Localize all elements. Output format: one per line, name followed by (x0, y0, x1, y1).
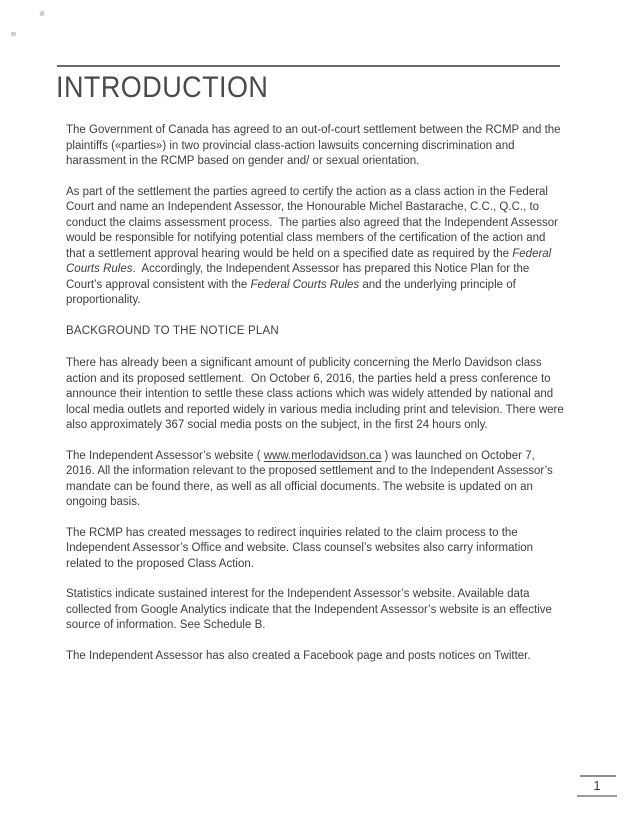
merlodavidson-link[interactable]: www.merlodavidson.ca (263, 449, 382, 462)
page-title: INTRODUCTION (56, 71, 269, 104)
text-run: The Government of Canada has agreed to an out-of-court settlement between the RCMP and the plaintiffs («parties») in two provincial class-action lawsuits concerning discrimination and harassment in the RCMP based on gender and/ or sexual orientation. (66, 124, 561, 167)
paragraph-6 (66, 587, 566, 634)
paragraph-2 (66, 185, 566, 309)
text-run: The Independent Assessor has also created a Facebook page and posts notices on Twitter. (66, 649, 531, 662)
text-run: Federal Courts Rules (250, 278, 360, 291)
text-run: ) was launched on October 7, 2016. All the information relevant to the proposed settlement and to the Independent Assessor’s mandate can be found there, as well as all official documents. The website is updated on an ongoing basis. (66, 449, 553, 508)
text-run: The RCMP has created messages to redirect inquiries related to the claim process to the Independent Assessor’s Office and website. Class counsel’s websites also carry information related to the proposed Class Action. (66, 526, 534, 570)
paragraph-3 (66, 356, 566, 434)
text-run: There has already been a significant amount of publicity concerning the Merlo Davidson class action and its proposed settlement. On October 6, 2016, the parties held a press conference to announce their intention to settle these class actions which was widely attended by national and local media outlets and reported widely in various media including print and television. There were also approximately 367 social media posts on the subject, in the first 24 hours only. (66, 357, 564, 431)
text-run: Statistics indicate sustained interest for the Independent Assessor’s website. Available data collected from Google Analytics indicate that the Independent Assessor’s website is an effective source of information. See Schedule B. (66, 588, 552, 631)
text-run: . Accordingly, the Independent Assessor has prepared this Notice Plan for the Court’s approval consistent with the (66, 263, 530, 291)
document-body (66, 123, 566, 679)
title-rule (57, 65, 560, 67)
text-run: Federal Courts Rules (66, 247, 552, 275)
text-run: As part of the settlement the parties agreed to certify the action as a class action in the Federal Court and name an Independent Assessor, the Honourable Michel Bastarache, C.C., Q.C., to conduct the claims assessment process. The parties also agreed that the Independent Assessor would be responsible for notifying potential class members of the certification of the action and that a settlement approval hearing would be held on a specified date as required by the (66, 185, 559, 260)
scan-artifact (39, 11, 44, 17)
paragraph-5 (66, 526, 566, 573)
page-number: 1 (593, 779, 601, 793)
text-run: The Independent Assessor’s website ( (66, 449, 264, 462)
paragraph-4 (66, 449, 566, 511)
footer-rule-bottom (577, 795, 617, 797)
paragraph-7 (66, 649, 566, 665)
section-heading: BACKGROUND TO THE NOTICE PLAN (66, 324, 279, 337)
text-run: and the underlying principle of proportionality. (66, 278, 516, 306)
page-footer (577, 775, 617, 797)
footer-rule-top (580, 775, 616, 777)
paragraph-1 (66, 123, 566, 170)
scan-artifact (11, 32, 17, 37)
